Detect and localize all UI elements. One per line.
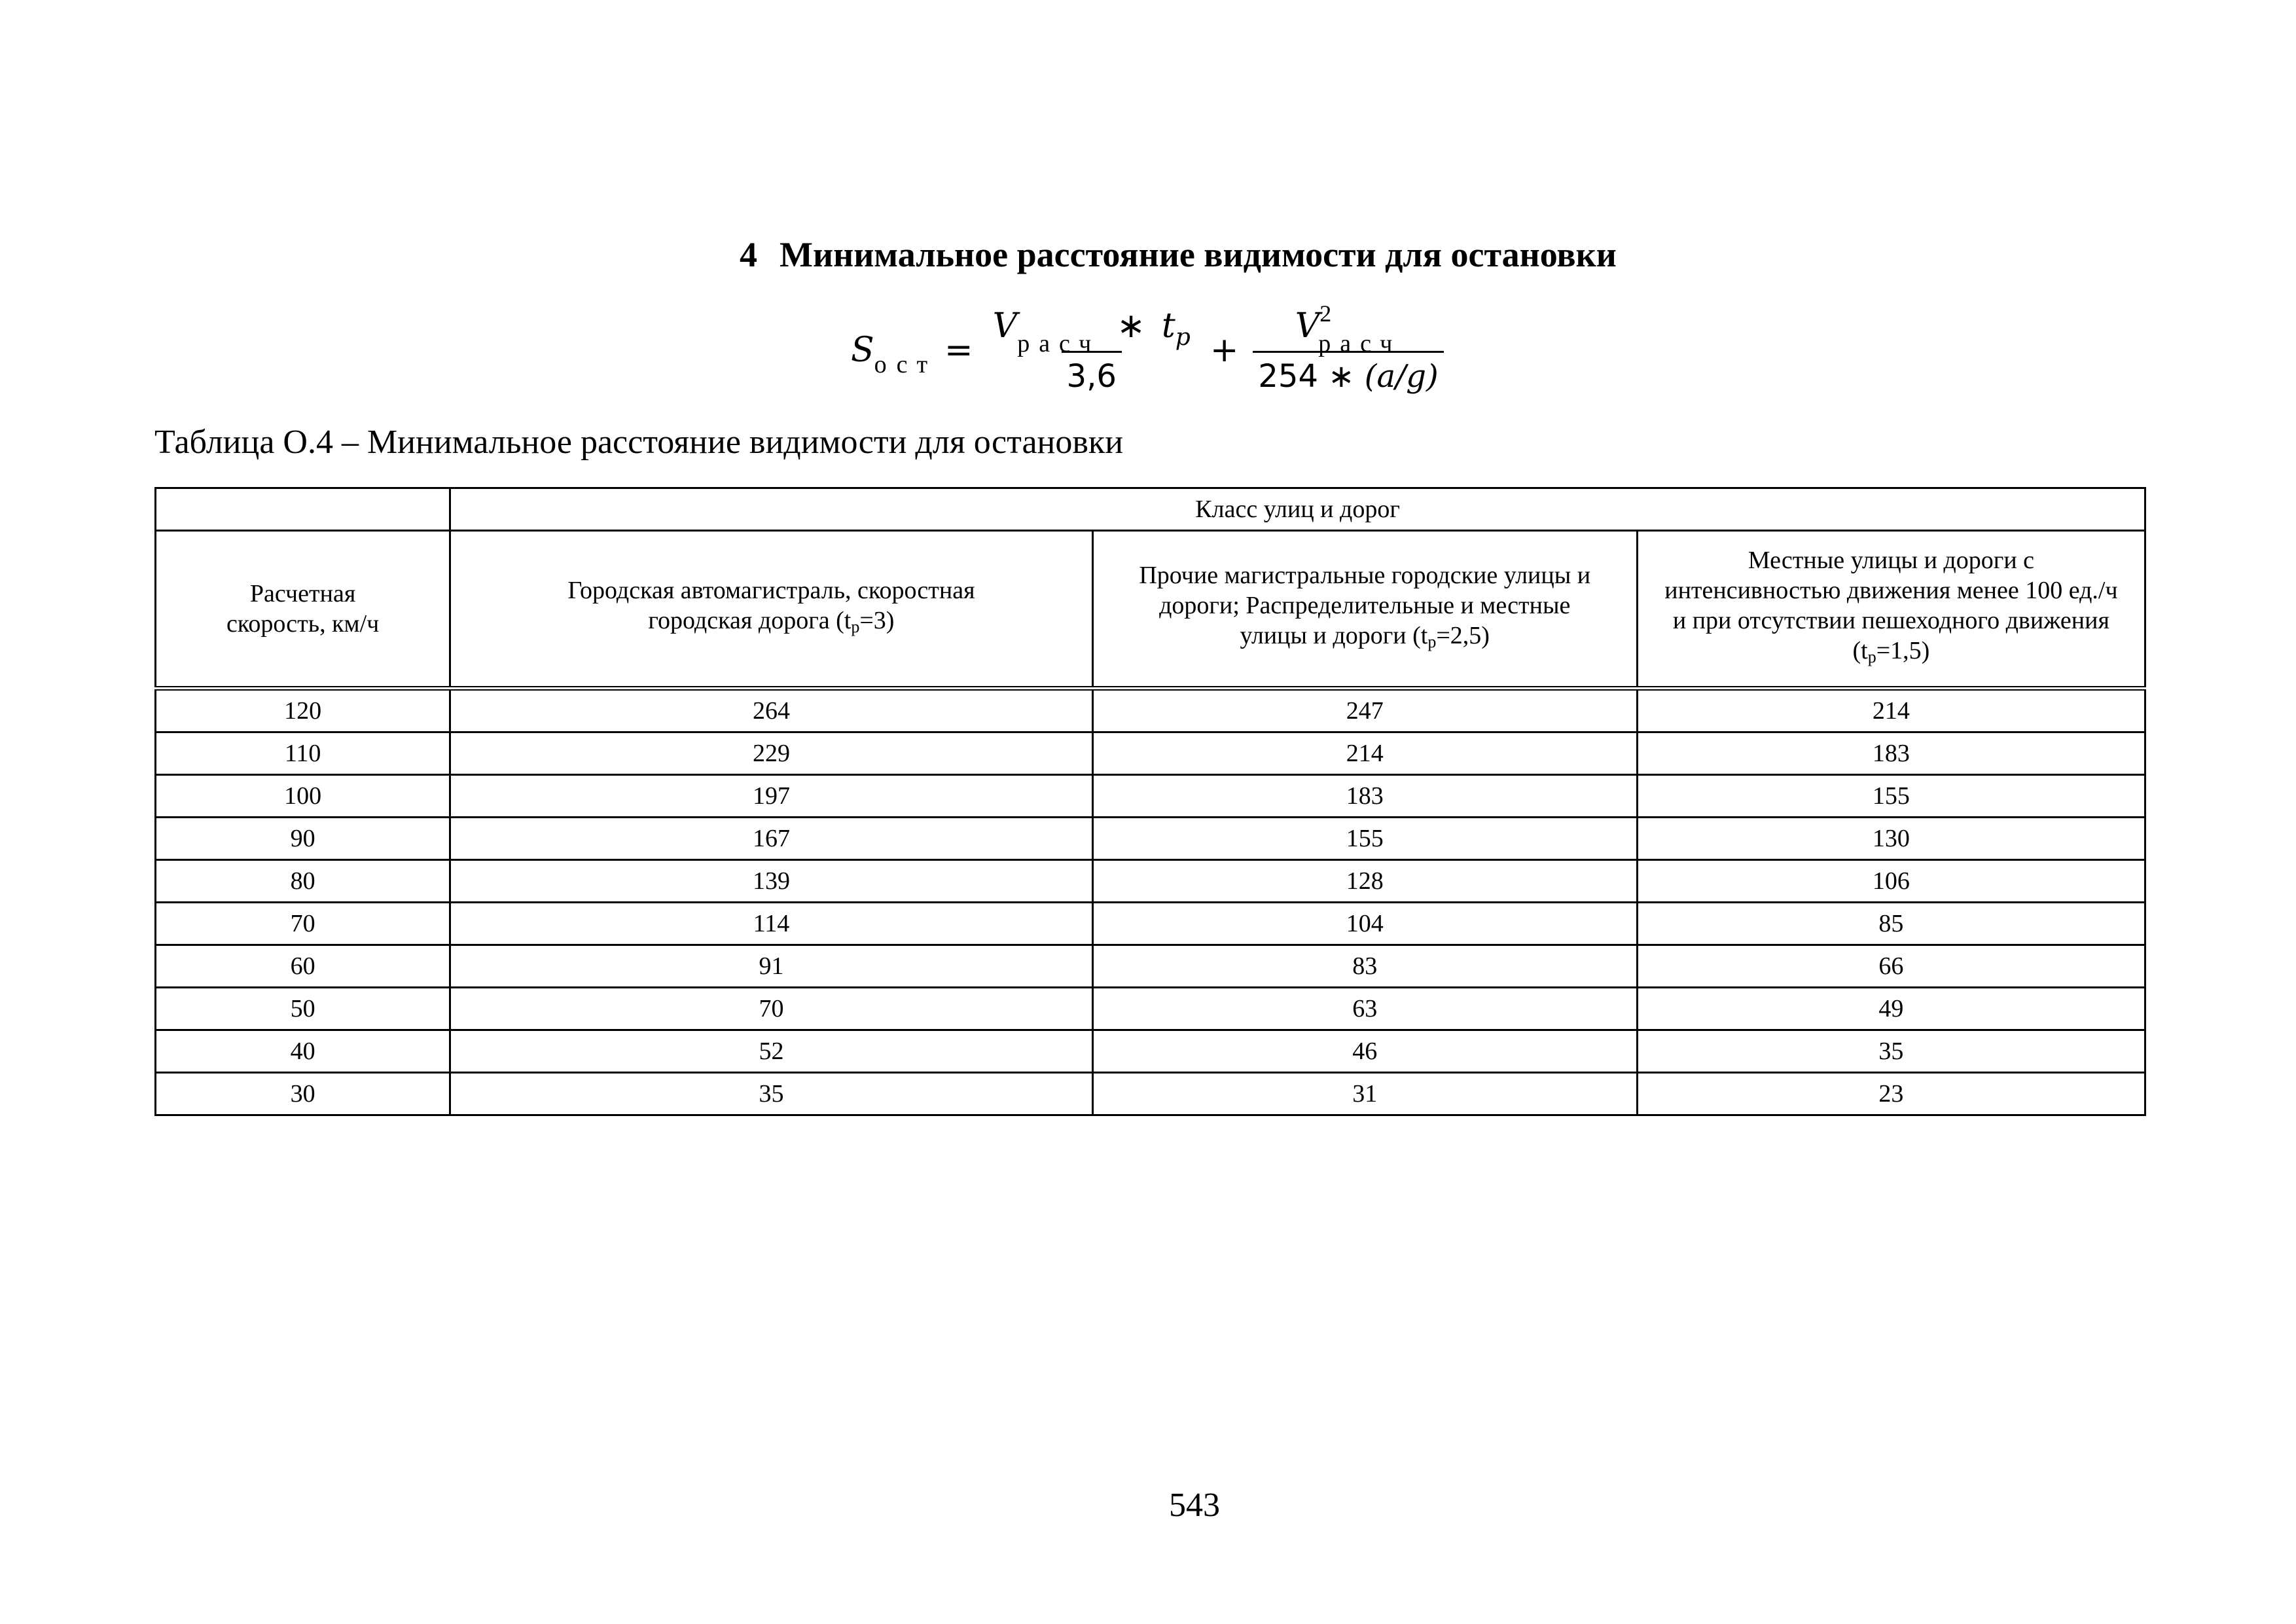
formula-v2-subscript: расч — [1318, 329, 1402, 357]
cell-class-2: 155 — [1092, 818, 1637, 860]
col-header-class-3-text: Местные улицы и дороги с интенсивностью движения менее 100 ед./ч и при отсутствии пешеходного движения (t — [1664, 547, 2118, 664]
stopping-distance-formula — [851, 295, 1450, 406]
cell-speed: 30 — [156, 1073, 450, 1115]
formula-multiply-2: ∗ — [1328, 357, 1355, 395]
formula-plus: + — [1210, 331, 1239, 370]
col-header-class-2-end: =2,5) — [1436, 622, 1490, 649]
cell-class-1: 139 — [450, 860, 1092, 903]
table-row — [156, 945, 2145, 988]
formula-t-symbol: t — [1161, 306, 1175, 346]
formula-multiply: ∗ — [1117, 306, 1145, 346]
formula-fraction-1 — [988, 306, 1196, 395]
table-row — [156, 1030, 2145, 1073]
page-number: 543 — [1169, 1487, 1220, 1524]
cell-class-2: 46 — [1092, 1030, 1637, 1073]
section-number: 4 — [740, 235, 757, 274]
col-header-class-2-sub: р — [1427, 632, 1437, 651]
cell-class-1: 114 — [450, 903, 1092, 945]
formula-equals: = — [944, 331, 973, 370]
cell-class-1: 91 — [450, 945, 1092, 988]
cell-class-1: 264 — [450, 689, 1092, 732]
col-header-class-1-end: =3) — [859, 607, 895, 634]
cell-class-1: 167 — [450, 818, 1092, 860]
cell-class-3: 49 — [1637, 988, 2145, 1030]
cell-speed: 90 — [156, 818, 450, 860]
cell-class-2: 128 — [1092, 860, 1637, 903]
formula-v2-symbol: V — [1295, 306, 1320, 346]
table-row — [156, 732, 2145, 775]
cell-class-1: 197 — [450, 775, 1092, 818]
col-header-class-2-text: Прочие магистральные городские улицы и дороги; Распределительные и местные улицы и дороги (t — [1139, 562, 1591, 649]
cell-speed: 50 — [156, 988, 450, 1030]
col-header-class-2 — [1092, 531, 1637, 689]
cell-class-3: 183 — [1637, 732, 2145, 775]
formula-t-subscript: p — [1175, 323, 1191, 351]
formula-v-symbol: V — [992, 306, 1018, 346]
cell-class-3: 35 — [1637, 1030, 2145, 1073]
cell-speed: 100 — [156, 775, 450, 818]
formula-fraction-1-denominator: 3,6 — [1062, 351, 1122, 395]
cell-class-3: 85 — [1637, 903, 2145, 945]
col-header-class-1-text: Городская автомагистраль, скоростная городская дорога (t — [567, 577, 975, 634]
table-row — [156, 1073, 2145, 1115]
section-title: Минимальное расстояние видимости для остановки — [780, 235, 1617, 274]
col-header-speed — [156, 531, 450, 689]
table-caption: Таблица О.4 – Минимальное расстояние видимости для остановки — [154, 424, 1124, 461]
cell-class-1: 35 — [450, 1073, 1092, 1115]
group-header: Класс улиц и дорог — [450, 488, 2145, 531]
col-header-class-1-sub: р — [851, 617, 860, 636]
table-row — [156, 775, 2145, 818]
cell-class-2: 63 — [1092, 988, 1637, 1030]
cell-class-2: 183 — [1092, 775, 1637, 818]
formula-v2-superscript: 2 — [1319, 300, 1332, 327]
col-header-class-3 — [1637, 531, 2145, 689]
cell-class-1: 70 — [450, 988, 1092, 1030]
cell-class-2: 214 — [1092, 732, 1637, 775]
formula-fraction-2-numerator — [1290, 300, 1407, 357]
cell-class-3: 130 — [1637, 818, 2145, 860]
table-row — [156, 818, 2145, 860]
table-row — [156, 689, 2145, 732]
cell-class-3: 106 — [1637, 860, 2145, 903]
cell-speed: 80 — [156, 860, 450, 903]
col-header-speed-text: Расчетная скорость, км/ч — [226, 580, 380, 638]
table-row — [156, 903, 2145, 945]
stopping-distance-table — [154, 487, 2146, 1116]
table-corner-cell — [156, 488, 450, 531]
table-row — [156, 860, 2145, 903]
section-heading — [740, 234, 1617, 275]
formula-lhs-subscript: ост — [874, 351, 937, 378]
cell-speed: 60 — [156, 945, 450, 988]
cell-class-2: 83 — [1092, 945, 1637, 988]
cell-class-2: 247 — [1092, 689, 1637, 732]
formula-lhs-symbol: S — [851, 331, 874, 370]
col-header-class-1 — [450, 531, 1092, 689]
formula-254: 254 — [1258, 357, 1319, 395]
cell-class-3: 155 — [1637, 775, 2145, 818]
col-header-class-3-sub: р — [1867, 647, 1876, 666]
formula-fraction-2 — [1253, 300, 1443, 395]
cell-speed: 40 — [156, 1030, 450, 1073]
table-row — [156, 988, 2145, 1030]
cell-class-3: 66 — [1637, 945, 2145, 988]
cell-class-3: 214 — [1637, 689, 2145, 732]
formula-a-over-g: (a/g) — [1364, 357, 1439, 395]
cell-class-2: 31 — [1092, 1073, 1637, 1115]
cell-class-1: 52 — [450, 1030, 1092, 1073]
cell-class-1: 229 — [450, 732, 1092, 775]
cell-speed: 120 — [156, 689, 450, 732]
cell-speed: 70 — [156, 903, 450, 945]
cell-class-2: 104 — [1092, 903, 1637, 945]
formula-v-subscript: расч — [1017, 329, 1101, 357]
formula-fraction-1-numerator — [988, 306, 1196, 357]
col-header-class-3-end: =1,5) — [1876, 637, 1930, 664]
cell-speed: 110 — [156, 732, 450, 775]
cell-class-3: 23 — [1637, 1073, 2145, 1115]
